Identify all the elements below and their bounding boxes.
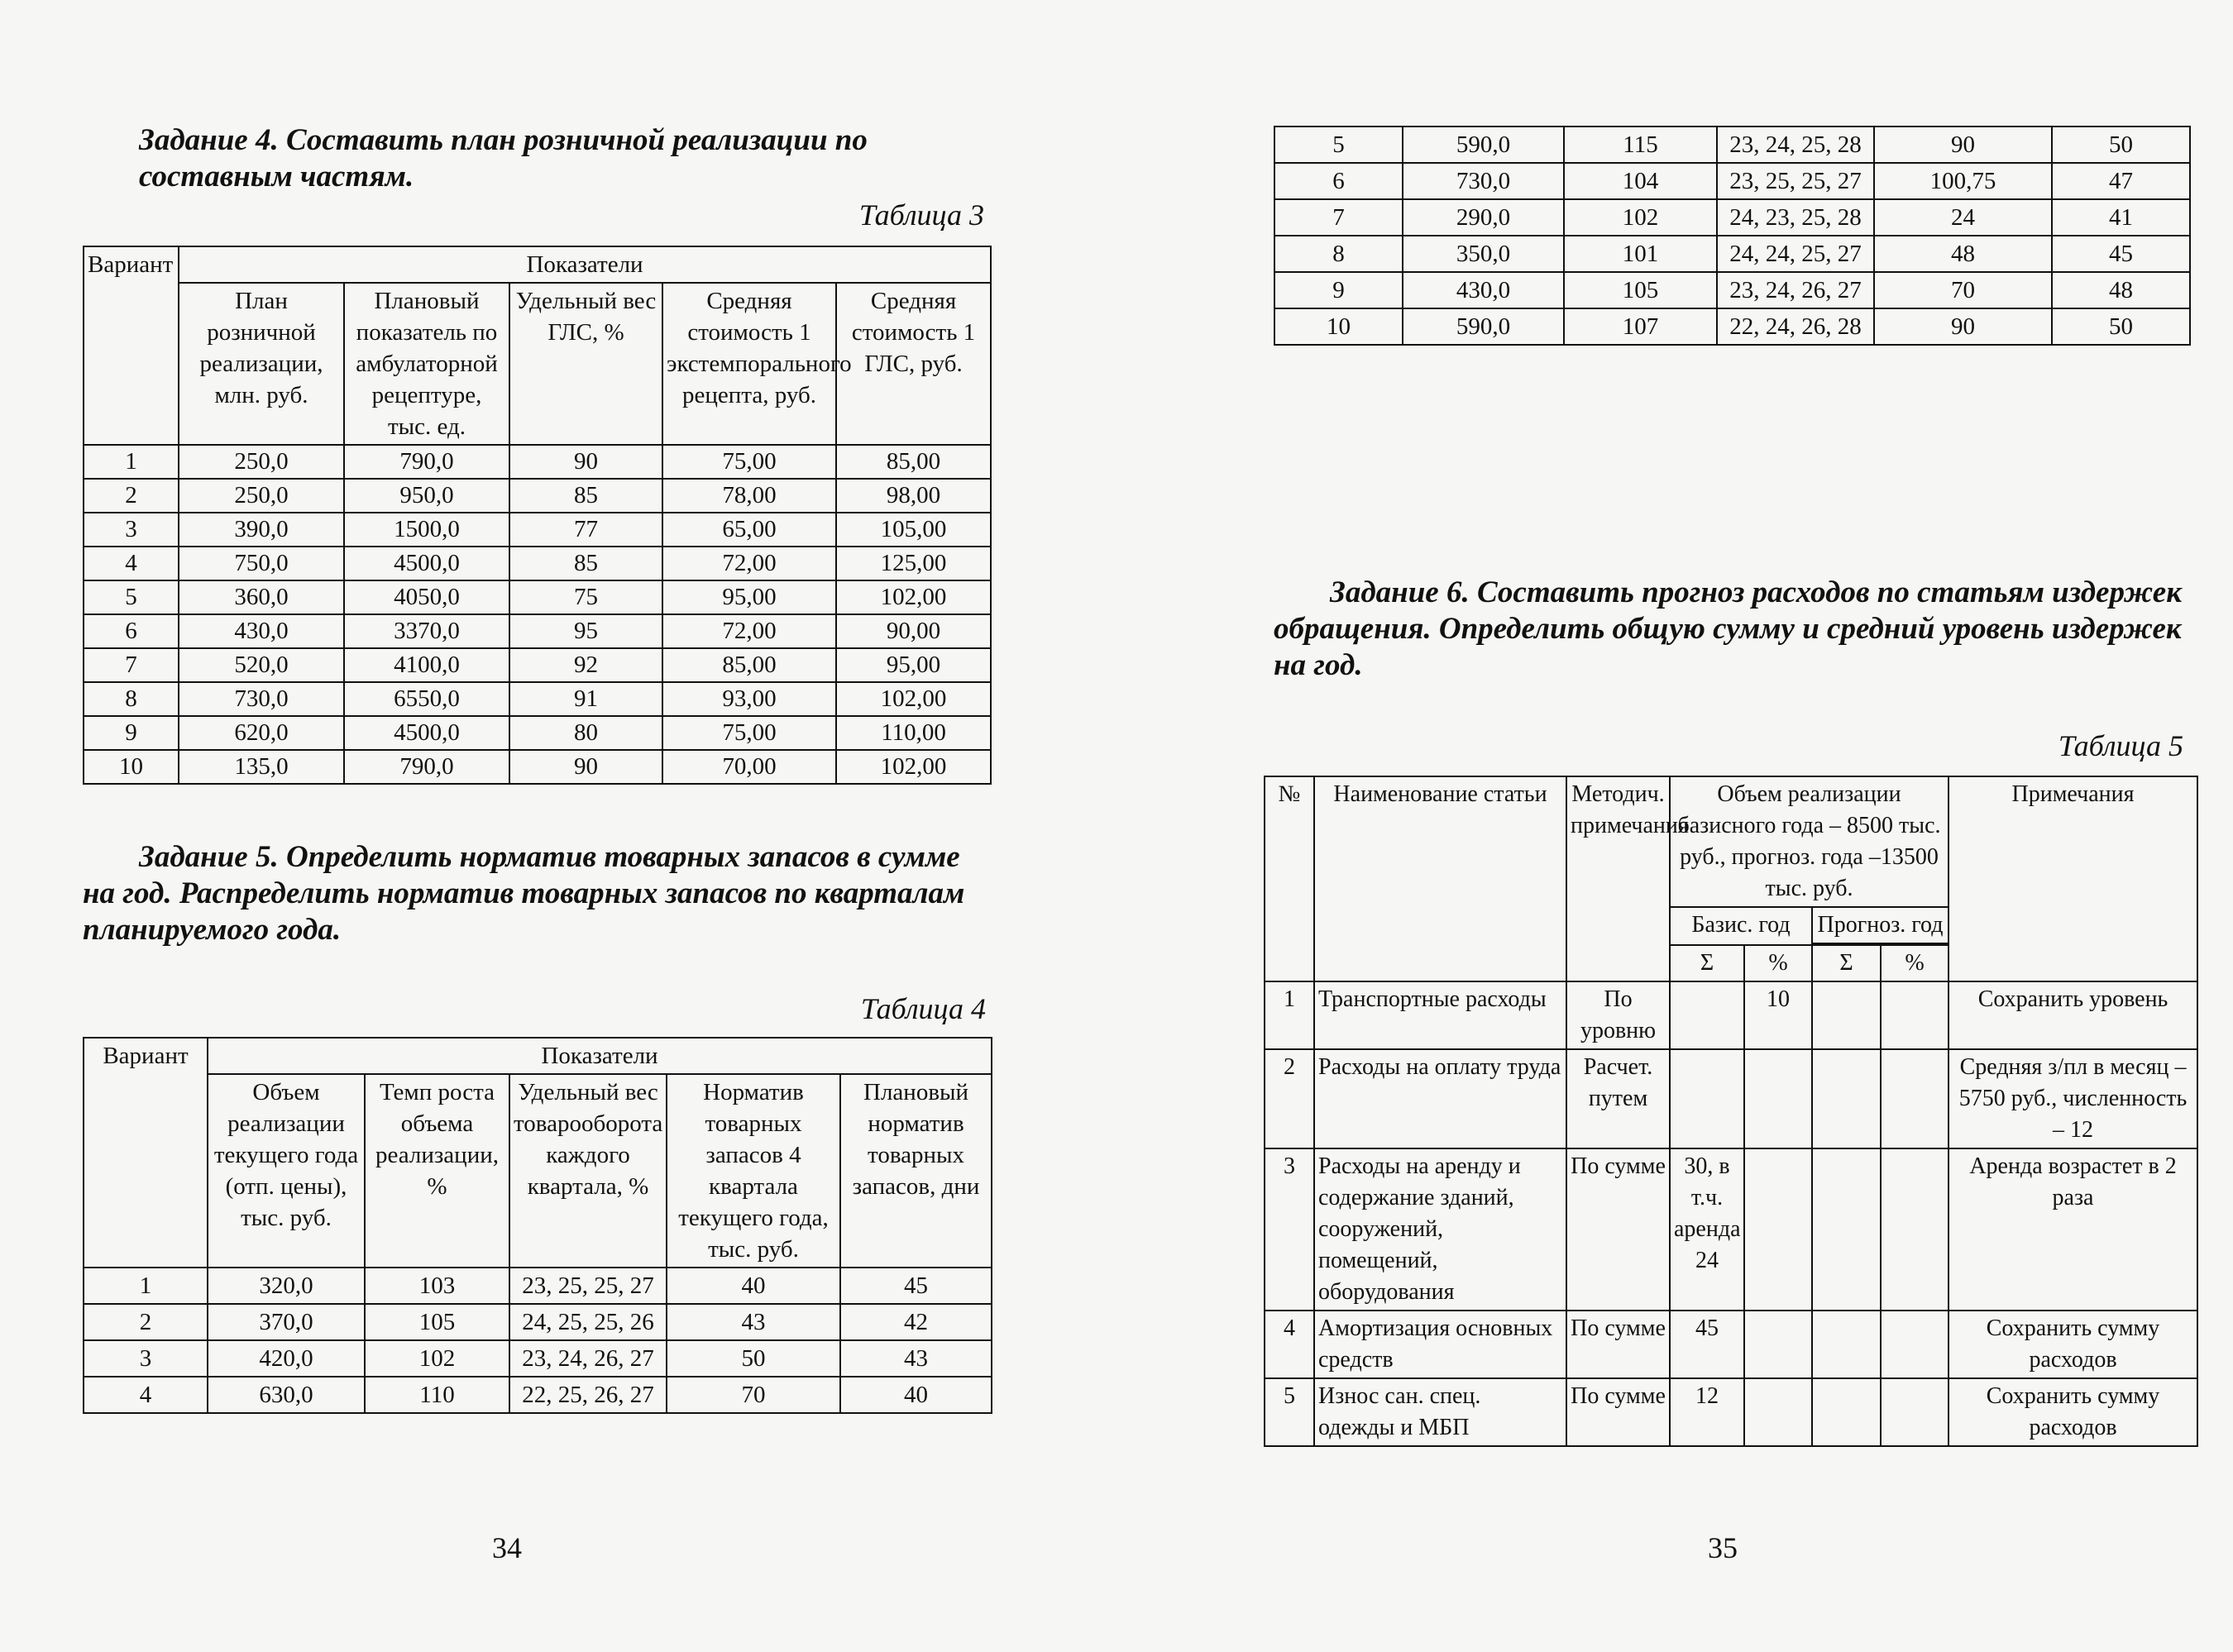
table-row <box>84 750 991 784</box>
data-cell: 23, 24, 25, 28 <box>1717 127 1874 163</box>
forecast-sum-cell <box>1812 1148 1881 1311</box>
data-cell: 590,0 <box>1403 127 1564 163</box>
data-cell: 91 <box>509 682 662 716</box>
data-cell: 48 <box>2052 272 2190 308</box>
forecast-sum-cell <box>1812 1378 1881 1446</box>
table-row <box>1274 272 2190 308</box>
base-sum-cell <box>1670 1049 1744 1148</box>
note-cell: Средняя з/пл в месяц – 5750 руб., численность – 12 <box>1948 1049 2197 1148</box>
data-cell: 24, 25, 25, 26 <box>509 1304 667 1340</box>
data-cell: 80 <box>509 716 662 750</box>
base-sum-cell <box>1670 981 1744 1049</box>
note-cell: Сохранить сумму расходов <box>1948 1311 2197 1378</box>
data-cell: 250,0 <box>179 479 344 513</box>
data-cell: 98,00 <box>836 479 991 513</box>
data-cell: 22, 25, 26, 27 <box>509 1377 667 1413</box>
data-cell: 104 <box>1564 163 1717 199</box>
table5-caption: Таблица 5 <box>2058 729 2183 762</box>
data-cell: 50 <box>2052 308 2190 345</box>
table3-col-header: План розничной реализации, млн. руб. <box>179 283 344 445</box>
data-cell: 100,75 <box>1874 163 2052 199</box>
data-cell: 6550,0 <box>344 682 509 716</box>
base-sum-cell: 30, в т.ч. аренда 24 <box>1670 1148 1744 1311</box>
table3-variant-header: Вариант <box>84 246 179 445</box>
data-cell: 47 <box>2052 163 2190 199</box>
data-cell: 750,0 <box>179 547 344 580</box>
table3 <box>83 246 992 785</box>
table-row <box>84 580 991 614</box>
table-row <box>1265 1311 2197 1378</box>
method-cell: По сумме <box>1566 1148 1670 1311</box>
data-cell: 24 <box>1874 199 2052 236</box>
table-row <box>1265 1148 2197 1311</box>
data-cell: 70,00 <box>662 750 836 784</box>
base-sum-cell: 45 <box>1670 1311 1744 1378</box>
data-cell: 105 <box>1564 272 1717 308</box>
data-cell: 103 <box>365 1268 509 1304</box>
data-cell: 77 <box>509 513 662 547</box>
table5-num-header: № <box>1265 776 1314 981</box>
table3-col-header: Удельный вес ГЛС, % <box>509 283 662 445</box>
page-number-left: 34 <box>492 1531 522 1564</box>
data-cell: 65,00 <box>662 513 836 547</box>
note-cell: Аренда возрастет в 2 раза <box>1948 1148 2197 1311</box>
data-cell: 590,0 <box>1403 308 1564 345</box>
variant-cell: 1 <box>84 445 179 479</box>
data-cell: 430,0 <box>1403 272 1564 308</box>
data-cell: 4500,0 <box>344 547 509 580</box>
data-cell: 3370,0 <box>344 614 509 648</box>
data-cell: 75,00 <box>662 445 836 479</box>
data-cell: 22, 24, 26, 28 <box>1717 308 1874 345</box>
data-cell: 23, 25, 25, 27 <box>1717 163 1874 199</box>
table-row <box>1274 127 2190 163</box>
data-cell: 24, 23, 25, 28 <box>1717 199 1874 236</box>
data-cell: 72,00 <box>662 547 836 580</box>
variant-cell: 2 <box>84 1304 208 1340</box>
data-cell: 23, 24, 26, 27 <box>1717 272 1874 308</box>
base-pct-cell <box>1744 1378 1812 1446</box>
table4 <box>83 1037 992 1414</box>
data-cell: 102 <box>365 1340 509 1377</box>
forecast-pct-cell <box>1881 981 1948 1049</box>
data-cell: 90 <box>1874 127 2052 163</box>
table5-volume-header: Объем реализации базисного года – 8500 тыс. руб., прогноз. года –13500 тыс. руб. <box>1670 776 1948 907</box>
table4-continued <box>1274 126 2191 346</box>
table-row <box>84 547 991 580</box>
item-name-cell: Расходы на аренду и содержание зданий, сооружений, помещений, оборудования <box>1314 1148 1566 1311</box>
table5-pct-header: % <box>1881 945 1948 981</box>
data-cell: 102,00 <box>836 580 991 614</box>
data-cell: 730,0 <box>179 682 344 716</box>
table4-col-header: Удельный вес товарооборота каждого квартала, % <box>509 1074 667 1268</box>
variant-cell: 1 <box>84 1268 208 1304</box>
data-cell: 50 <box>667 1340 840 1377</box>
method-cell: По сумме <box>1566 1311 1670 1378</box>
data-cell: 102,00 <box>836 682 991 716</box>
row-number-cell: 1 <box>1265 981 1314 1049</box>
table-row <box>84 716 991 750</box>
data-cell: 390,0 <box>179 513 344 547</box>
data-cell: 85 <box>509 479 662 513</box>
data-cell: 630,0 <box>208 1377 365 1413</box>
data-cell: 72,00 <box>662 614 836 648</box>
variant-cell: 7 <box>1274 199 1403 236</box>
table5-method-header: Методич. примечания <box>1566 776 1670 981</box>
table4-variant-header: Вариант <box>84 1038 208 1268</box>
data-cell: 107 <box>1564 308 1717 345</box>
table5-base-year-header: Базис. год <box>1670 907 1812 945</box>
data-cell: 42 <box>840 1304 992 1340</box>
data-cell: 23, 24, 26, 27 <box>509 1340 667 1377</box>
row-number-cell: 5 <box>1265 1378 1314 1446</box>
row-number-cell: 2 <box>1265 1049 1314 1148</box>
table-row <box>84 648 991 682</box>
variant-cell: 4 <box>84 547 179 580</box>
table-row <box>84 614 991 648</box>
data-cell: 95,00 <box>836 648 991 682</box>
data-cell: 360,0 <box>179 580 344 614</box>
base-pct-cell <box>1744 1049 1812 1148</box>
data-cell: 75,00 <box>662 716 836 750</box>
data-cell: 45 <box>840 1268 992 1304</box>
table5 <box>1264 776 2198 1447</box>
table5-body <box>1265 981 2197 1446</box>
table3-body <box>84 445 991 784</box>
data-cell: 102,00 <box>836 750 991 784</box>
data-cell: 110,00 <box>836 716 991 750</box>
data-cell: 101 <box>1564 236 1717 272</box>
data-cell: 125,00 <box>836 547 991 580</box>
row-number-cell: 3 <box>1265 1148 1314 1311</box>
data-cell: 23, 25, 25, 27 <box>509 1268 667 1304</box>
data-cell: 78,00 <box>662 479 836 513</box>
table5-pct-header: % <box>1744 945 1812 981</box>
data-cell: 95 <box>509 614 662 648</box>
data-cell: 290,0 <box>1403 199 1564 236</box>
item-name-cell: Амортизация основных средств <box>1314 1311 1566 1378</box>
table-row <box>84 479 991 513</box>
task6-heading: Задание 6. Составить прогноз расходов по статьям издержек обращения. Определить общую сумму и средний уровень издержек на год. <box>1274 575 2182 682</box>
task4-heading: Задание 4. Составить план розничной реализации по составным частям. <box>139 123 868 193</box>
data-cell: 43 <box>840 1340 992 1377</box>
table-row <box>1265 1049 2197 1148</box>
data-cell: 90 <box>509 445 662 479</box>
data-cell: 48 <box>1874 236 2052 272</box>
base-sum-cell: 12 <box>1670 1378 1744 1446</box>
data-cell: 90,00 <box>836 614 991 648</box>
variant-cell: 9 <box>1274 272 1403 308</box>
variant-cell: 5 <box>84 580 179 614</box>
table-row <box>84 1304 992 1340</box>
data-cell: 85 <box>509 547 662 580</box>
data-cell: 45 <box>2052 236 2190 272</box>
table5-sum-header: Σ <box>1812 945 1881 981</box>
page-number-right: 35 <box>1708 1531 1738 1564</box>
data-cell: 320,0 <box>208 1268 365 1304</box>
data-cell: 135,0 <box>179 750 344 784</box>
data-cell: 420,0 <box>208 1340 365 1377</box>
base-pct-cell: 10 <box>1744 981 1812 1049</box>
data-cell: 430,0 <box>179 614 344 648</box>
variant-cell: 10 <box>84 750 179 784</box>
table3-col-header: Средняя стоимость 1 экстемпорального рецепта, руб. <box>662 283 836 445</box>
variant-cell: 8 <box>84 682 179 716</box>
variant-cell: 6 <box>84 614 179 648</box>
item-name-cell: Износ сан. спец. одежды и МБП <box>1314 1378 1566 1446</box>
data-cell: 92 <box>509 648 662 682</box>
table3-col-header: Средняя стоимость 1 ГЛС, руб. <box>836 283 991 445</box>
variant-cell: 7 <box>84 648 179 682</box>
item-name-cell: Расходы на оплату труда <box>1314 1049 1566 1148</box>
data-cell: 43 <box>667 1304 840 1340</box>
forecast-sum-cell <box>1812 981 1881 1049</box>
table4-continued-body <box>1274 127 2190 345</box>
table-row <box>1265 981 2197 1049</box>
data-cell: 370,0 <box>208 1304 365 1340</box>
forecast-pct-cell <box>1881 1311 1948 1378</box>
data-cell: 93,00 <box>662 682 836 716</box>
table5-forecast-year-header: Прогноз. год <box>1812 907 1948 943</box>
variant-cell: 4 <box>84 1377 208 1413</box>
table4-body <box>84 1268 992 1413</box>
table-row <box>84 1340 992 1377</box>
note-cell: Сохранить сумму расходов <box>1948 1378 2197 1446</box>
data-cell: 75 <box>509 580 662 614</box>
table-row <box>1274 308 2190 345</box>
data-cell: 1500,0 <box>344 513 509 547</box>
forecast-sum-cell <box>1812 1049 1881 1148</box>
data-cell: 4500,0 <box>344 716 509 750</box>
data-cell: 115 <box>1564 127 1717 163</box>
variant-cell: 3 <box>84 513 179 547</box>
data-cell: 85,00 <box>836 445 991 479</box>
data-cell: 40 <box>667 1268 840 1304</box>
row-number-cell: 4 <box>1265 1311 1314 1378</box>
variant-cell: 6 <box>1274 163 1403 199</box>
table3-group-header: Показатели <box>179 246 991 283</box>
base-pct-cell <box>1744 1148 1812 1311</box>
data-cell: 4050,0 <box>344 580 509 614</box>
method-cell: Расчет. путем <box>1566 1049 1670 1148</box>
forecast-sum-cell <box>1812 1311 1881 1378</box>
data-cell: 350,0 <box>1403 236 1564 272</box>
table-row <box>84 1377 992 1413</box>
data-cell: 105,00 <box>836 513 991 547</box>
variant-cell: 8 <box>1274 236 1403 272</box>
data-cell: 41 <box>2052 199 2190 236</box>
data-cell: 90 <box>1874 308 2052 345</box>
data-cell: 620,0 <box>179 716 344 750</box>
variant-cell: 3 <box>84 1340 208 1377</box>
variant-cell: 10 <box>1274 308 1403 345</box>
table-row <box>1274 199 2190 236</box>
item-name-cell: Транспортные расходы <box>1314 981 1566 1049</box>
table-row <box>84 445 991 479</box>
forecast-pct-cell <box>1881 1148 1948 1311</box>
task5-heading: Задание 5. Определить норматив товарных запасов в сумме на год. Распределить норматив товарных запасов по кварталам планируемого года. <box>83 840 965 947</box>
table5-name-header: Наименование статьи <box>1314 776 1566 981</box>
data-cell: 85,00 <box>662 648 836 682</box>
table4-caption: Таблица 4 <box>860 992 986 1025</box>
data-cell: 90 <box>509 750 662 784</box>
data-cell: 70 <box>667 1377 840 1413</box>
method-cell: По сумме <box>1566 1378 1670 1446</box>
variant-cell: 9 <box>84 716 179 750</box>
data-cell: 250,0 <box>179 445 344 479</box>
table3-col-header: Плановый показатель по амбулаторной рецептуре, тыс. ед. <box>344 283 509 445</box>
data-cell: 95,00 <box>662 580 836 614</box>
table5-notes-header: Примечания <box>1948 776 2197 981</box>
table-row <box>84 513 991 547</box>
table4-group-header: Показатели <box>208 1038 992 1074</box>
table5-sum-header: Σ <box>1670 945 1744 981</box>
data-cell: 730,0 <box>1403 163 1564 199</box>
left-page <box>0 0 1116 1652</box>
forecast-pct-cell <box>1881 1049 1948 1148</box>
data-cell: 110 <box>365 1377 509 1413</box>
data-cell: 950,0 <box>344 479 509 513</box>
note-cell: Сохранить уровень <box>1948 981 2197 1049</box>
table-row <box>1274 236 2190 272</box>
data-cell: 790,0 <box>344 445 509 479</box>
table4-col-header: Темп роста объема реализации, % <box>365 1074 509 1268</box>
table-row <box>1274 163 2190 199</box>
table-row <box>84 1268 992 1304</box>
data-cell: 4100,0 <box>344 648 509 682</box>
table4-col-header: Объем реализации текущего года (отп. цены), тыс. руб. <box>208 1074 365 1268</box>
data-cell: 520,0 <box>179 648 344 682</box>
method-cell: По уровню <box>1566 981 1670 1049</box>
table3-caption: Таблица 3 <box>858 198 984 232</box>
data-cell: 70 <box>1874 272 2052 308</box>
data-cell: 790,0 <box>344 750 509 784</box>
data-cell: 24, 24, 25, 27 <box>1717 236 1874 272</box>
data-cell: 40 <box>840 1377 992 1413</box>
data-cell: 102 <box>1564 199 1717 236</box>
forecast-pct-cell <box>1881 1378 1948 1446</box>
table-row <box>84 682 991 716</box>
data-cell: 50 <box>2052 127 2190 163</box>
table-row <box>1265 1378 2197 1446</box>
variant-cell: 5 <box>1274 127 1403 163</box>
data-cell: 105 <box>365 1304 509 1340</box>
base-pct-cell <box>1744 1311 1812 1378</box>
right-page <box>1116 0 2233 1652</box>
variant-cell: 2 <box>84 479 179 513</box>
table4-col-header: Норматив товарных запасов 4 квартала текущего года, тыс. руб. <box>667 1074 840 1268</box>
table4-col-header: Плановый норматив товарных запасов, дни <box>840 1074 992 1268</box>
